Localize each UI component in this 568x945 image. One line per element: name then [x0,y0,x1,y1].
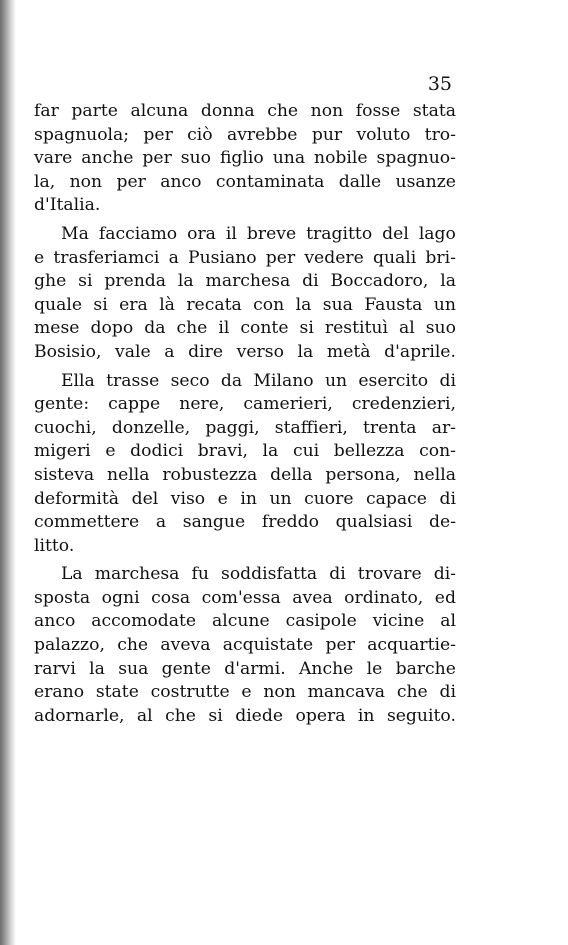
word: vare [34,148,73,169]
word: Boccadoro, [330,271,429,292]
word: Ma [61,223,89,244]
word: nella [413,464,456,485]
word: avrebbe [226,124,298,145]
word: la [295,294,312,315]
word: La [61,564,83,585]
word: restituì [324,318,388,339]
word: al [440,611,456,632]
page-number: 35 [427,73,452,95]
word: che [117,635,149,656]
word: anco [160,171,202,192]
word: seco [170,370,210,391]
word: recata [186,294,242,315]
word: trenta [362,417,417,438]
word: e [34,247,45,268]
word: freddo [261,512,319,533]
word: per [325,635,355,656]
text-line [34,658,456,682]
word: la, [34,171,56,192]
word: sisteva [34,464,95,485]
word: nella [107,464,150,485]
word: deformità [34,488,120,509]
word: capace [366,488,427,509]
word: parte [71,101,118,121]
word: là [159,294,175,315]
word: a [155,512,167,533]
word: il [218,318,230,339]
word: da [220,370,243,391]
word: si [78,271,93,292]
word: robustezza [162,464,258,485]
word: si [208,705,223,726]
word: di- [433,564,456,585]
word: e [241,682,252,703]
word: fosse [355,101,401,121]
word: non [69,171,103,192]
word: trasse [106,370,160,391]
word: dire [188,341,224,362]
word: mese [34,318,80,339]
text-line [34,610,456,634]
word: alcuna [130,101,189,121]
word: costrutte [150,682,230,703]
word: Anche [298,658,354,679]
text-line [34,294,456,318]
text-line [34,464,456,488]
word: vale [115,341,151,362]
text-line [34,171,456,195]
word: la [297,341,314,362]
word: migeri [34,441,91,462]
word: del [131,488,159,509]
text-line [34,705,456,729]
word: che [165,705,196,726]
word: per [143,124,173,145]
text-line [34,247,456,271]
word: ghe [34,271,67,292]
word: tro- [424,124,456,145]
word: dodici [130,441,184,462]
word: suo [180,148,211,169]
word: al [398,318,415,339]
word: diede [235,705,284,726]
word: bravi, [197,441,248,462]
word: Fausta [364,294,423,315]
word: da [144,318,166,339]
word: sua [322,294,353,315]
word: metà [326,341,371,362]
word: seguito. [386,705,456,726]
word: breve [246,223,297,244]
word: palazzo, [34,635,105,656]
paragraph [34,100,456,218]
word: che [267,101,299,121]
word: staffieri, [274,417,348,438]
word: di [439,488,456,509]
word: stata [412,101,456,121]
word: Ella [61,370,95,391]
word: donzelle, [111,417,191,438]
word: il [225,223,237,244]
word: lago [418,223,456,244]
word: Pusiano [188,247,257,268]
word: dalle [338,171,382,192]
word: la [440,271,456,292]
word: rarvi [34,658,76,679]
word: cuochi, [34,417,97,438]
word: cui [292,441,320,462]
word: ora [187,223,216,244]
word: prenda [104,271,167,292]
word: con [253,294,285,315]
word: con- [419,441,456,462]
text-line [34,194,456,218]
word: persona, [325,464,401,485]
word: un [269,488,292,509]
word: opera [295,705,346,726]
word: era [119,294,148,315]
word: barche [395,658,456,679]
word: marchesa [205,271,291,292]
word: com'essa [201,587,281,608]
text-line [34,417,456,441]
word: di [329,564,346,585]
word: erano [34,682,85,703]
word: cosa [151,587,191,608]
word: sposta [34,587,91,608]
word: le [366,658,383,679]
text-line [34,124,456,148]
word: si [93,294,108,315]
word: d'Italia. [34,195,101,216]
word: commettere [34,512,140,533]
word: trasferiamci [53,247,160,268]
text-line [34,270,456,294]
word: ciò [187,124,213,145]
word: che [176,318,208,339]
text-line [34,535,456,559]
text-line [34,393,456,417]
text-line [34,317,456,341]
word: che [396,682,428,703]
word: pur [311,124,343,145]
word: a [168,247,179,268]
word: non [310,101,344,121]
word: far [34,101,59,121]
paragraph [34,370,456,559]
word: quali [372,247,417,268]
word: a [164,341,175,362]
word: credenzieri, [351,394,456,415]
word: la [177,271,194,292]
word: ogni [101,587,140,608]
text-line [34,634,456,658]
word: gente [161,658,211,679]
text-line [34,587,456,611]
word: avea [292,587,333,608]
word: nobile [314,148,368,169]
word: ar- [431,417,456,438]
word: esercito [358,370,429,391]
text-line [34,681,456,705]
word: ed [434,587,456,608]
word: paggi, [205,417,260,438]
word: litto. [34,535,75,556]
word: accomodate [91,611,197,632]
word: di [439,370,456,391]
word: al [136,705,153,726]
word: ordinato, [344,587,424,608]
paragraph [34,563,456,728]
text-line [34,370,456,394]
word: fu [191,564,209,585]
word: cappe [108,394,161,415]
word: spagnuo- [376,148,456,169]
word: anche [81,148,134,169]
word: d'armi. [224,658,286,679]
word: adornarle, [34,705,125,726]
word: suo [425,318,456,339]
word: verso [236,341,284,362]
word: per [116,171,146,192]
word: qualsiasi [335,512,413,533]
word: alcune [211,611,270,632]
word: dopo [90,318,134,339]
word: Milano [253,370,314,391]
word: casipole [285,611,357,632]
word: nere, [179,394,225,415]
word: figlio [219,148,264,169]
word: anco [34,611,76,632]
word: aveva [160,635,211,656]
body-text [34,100,456,728]
word: una [272,148,306,169]
word: e [217,488,228,509]
word: di [439,682,456,703]
word: in [357,705,375,726]
word: gente: [34,394,90,415]
word: mancava [307,682,386,703]
word: bellezza [333,441,405,462]
word: state [95,682,139,703]
word: un [433,294,456,315]
word: un [324,370,348,391]
text-line [34,223,456,247]
word: contaminata [215,171,325,192]
word: conte [240,318,289,339]
word: di [302,271,319,292]
word: acquistate [222,635,314,656]
word: quale [34,294,82,315]
word: soddisfatta [221,564,318,585]
text-line [34,341,456,365]
word: della [270,464,313,485]
word: marchesa [94,564,180,585]
word: facciamo [98,223,178,244]
word: si [299,318,314,339]
text-line [34,147,456,171]
word: sangue [182,512,246,533]
word: Bosisio, [34,341,102,362]
word: de- [429,512,456,533]
word: d'aprile. [384,341,456,362]
word: non [263,682,296,703]
word: per [142,148,172,169]
word: cuore [304,488,354,509]
text-line [34,100,456,124]
word: per [265,247,296,268]
word: trovare [357,564,422,585]
paragraph [34,223,456,365]
word: usanze [395,171,456,192]
word: vicine [372,611,425,632]
word: camerieri, [243,394,333,415]
text-line [34,440,456,464]
page-binding-edge [0,0,16,945]
text-line [34,488,456,512]
word: la [262,441,279,462]
word: donna [200,101,255,121]
word: in [240,488,257,509]
word: tragitto [306,223,373,244]
word: sua [118,658,149,679]
word: la [89,658,105,679]
word: acquartie- [367,635,456,656]
word: viso [170,488,206,509]
word: vedere [304,247,364,268]
word: bri- [425,247,456,268]
word: voluto [356,124,411,145]
word: del [382,223,409,244]
text-line [34,563,456,587]
word: spagnuola; [34,124,130,145]
word: e [105,441,116,462]
text-line [34,511,456,535]
